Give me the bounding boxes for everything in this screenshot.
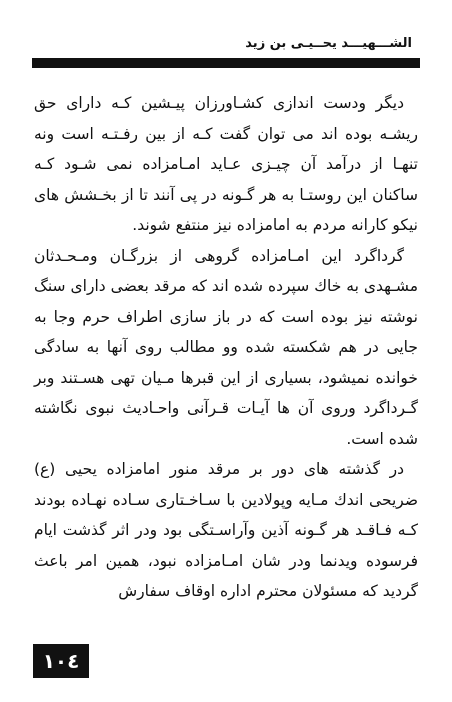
header-rule <box>32 58 420 68</box>
running-head-title: الشـــهيـــد يحــيـى بن زيد <box>245 36 412 51</box>
page-number: ١٠٤ <box>42 649 80 673</box>
page-number-badge <box>33 644 89 678</box>
paragraph-2: گرداگرد اين امـامزاده گروهى از بزرگـان ومـحـدثان مشـهدى به خاك سپرده شده اند كه مرقد بعضى داراى سنگ نوشته نيز بوده است كه در باز سازى اطراف حرم وجا به جايى در هم شكسته شده وو مطالب روى آنها به سادگى خوانده نميشود، بسيارى از اين قبرها مـيان تهى هسـتند وبر گـرداگرد وروى آن ها آيـات قـرآنى واحـاديث نبوى نگاشته شده است. <box>34 246 418 448</box>
body-text <box>34 88 418 607</box>
paragraph-3: در گذشته هاى دور بر مرقد منور امامزاده يحيى (ع) ضريحى اندك مـايه وپولادين با سـاخـتارى سـاده نهـاده بودند كـه فـاقـد هر گـونه آذين وآراسـتگى بود ودر اثر گذشت ايام فرسوده ويدنما ودر شان امـامزاده نبود، همين امر باعث گرديد كه مسئولان محترم اداره اوقاف سفارش <box>34 460 418 600</box>
paragraph-1: ديگر ودست اندازى كشـاورزان پيـشين كـه داراى حق ريشـه بوده اند مى توان گفت كـه از بين رفـتـه است ونه تنهـا از درآمد آن چيـزى عـايد امـامزاده نمى شـود كـه ساكنان اين روستـا به هر گـونه در پى آنند تا از بخـشش هاى نيكو كارانه مردم به امامزاده نيز منتفع شوند. <box>34 94 418 234</box>
